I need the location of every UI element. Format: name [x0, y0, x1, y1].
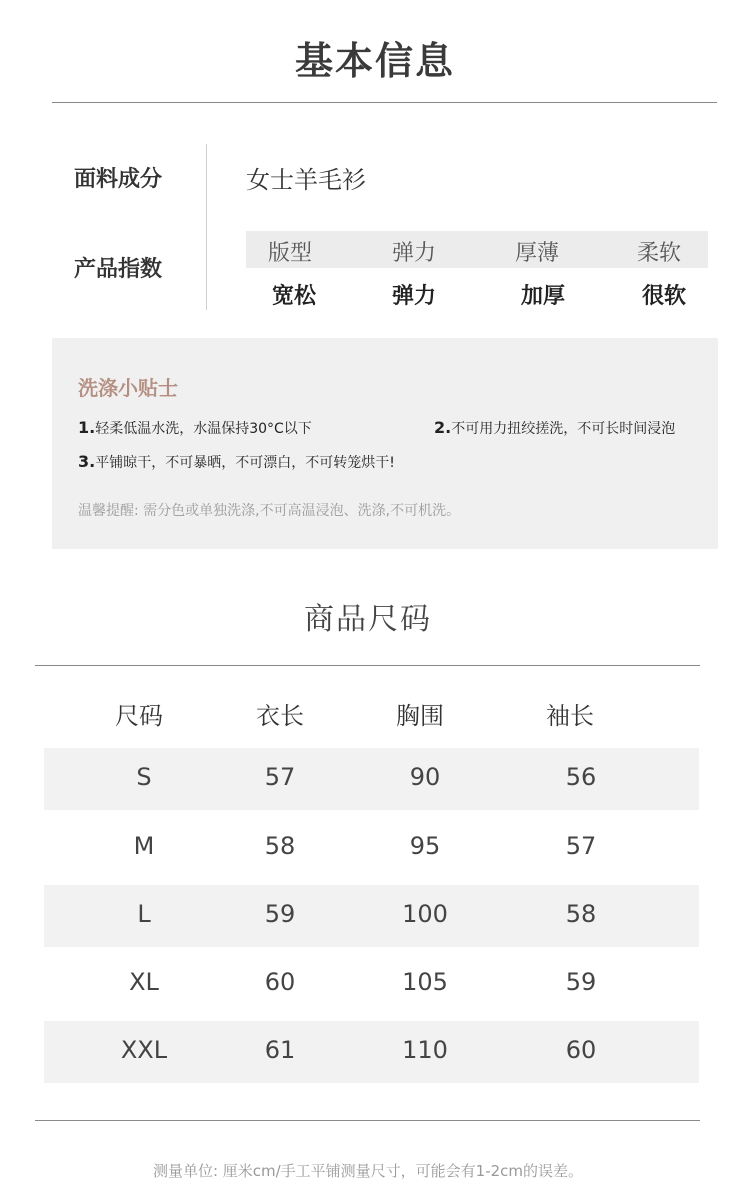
- index-header-softness: 柔软: [636, 241, 681, 266]
- sleeve-cell: 60: [565, 1036, 597, 1064]
- chest-cell: 100: [402, 900, 448, 928]
- measurement-footnote: 测量单位: 厘米cm/手工平铺测量尺寸，可能会有1-2cm的误差。: [152, 1162, 584, 1180]
- length-cell: 57: [264, 763, 296, 791]
- table-row: [44, 748, 699, 810]
- length-cell: 59: [264, 900, 296, 928]
- size-chart-top-divider: [35, 665, 700, 666]
- size-cell: L: [137, 900, 151, 928]
- table-row: [44, 1021, 699, 1083]
- care-tip-1-number: 1.: [78, 418, 96, 437]
- care-tip-3: [78, 452, 395, 472]
- size-cell: XL: [129, 968, 159, 996]
- care-tip-2-text: 不可用力扭绞搓洗，不可长时间浸泡: [451, 421, 676, 437]
- sleeve-cell: 57: [565, 832, 597, 860]
- care-tip-1-text: 轻柔低温水洗，水温保持30°C以下: [95, 421, 312, 437]
- fabric-value: 女士羊毛衫: [246, 166, 366, 194]
- sleeve-cell: 59: [565, 968, 597, 996]
- title-divider: [52, 102, 717, 103]
- size-header-size: 尺码: [115, 702, 163, 730]
- size-cell: XXL: [120, 1036, 168, 1064]
- sleeve-cell: 56: [565, 763, 597, 791]
- info-vertical-divider: [206, 144, 207, 310]
- chest-cell: 95: [409, 832, 441, 860]
- chest-cell: 105: [402, 968, 448, 996]
- size-header-chest: 胸围: [396, 702, 444, 730]
- length-cell: 61: [264, 1036, 296, 1064]
- table-row: [44, 953, 699, 1015]
- index-value-fit: 宽松: [271, 284, 316, 309]
- chest-cell: 90: [409, 763, 441, 791]
- index-header-elasticity: 弹力: [391, 241, 436, 266]
- care-tip-1: [78, 418, 312, 438]
- sleeve-cell: 58: [565, 900, 597, 928]
- chest-cell: 110: [402, 1036, 448, 1064]
- care-tip-2: [434, 418, 675, 438]
- length-cell: 58: [264, 832, 296, 860]
- care-tip-3-number: 3.: [78, 452, 96, 471]
- size-cell: M: [133, 832, 155, 860]
- index-header-fit: 版型: [267, 241, 312, 266]
- care-tip-3-text: 平铺晾干，不可暴晒，不可漂白，不可转笼烘干!: [95, 455, 395, 471]
- size-chart-bottom-divider: [35, 1120, 700, 1121]
- care-panel: [52, 338, 718, 549]
- table-row: [44, 817, 699, 879]
- index-value-softness: 很软: [641, 284, 686, 309]
- care-tip-2-number: 2.: [434, 418, 452, 437]
- care-note: 温馨提醒: 需分色或单独洗涤,不可高温浸泡、洗涤,不可机洗。: [78, 503, 461, 519]
- care-title: 洗涤小贴士: [78, 376, 178, 400]
- index-value-elasticity: 弹力: [391, 284, 436, 309]
- size-chart-title: 商品尺码: [304, 602, 432, 637]
- size-header-sleeve: 袖长: [546, 702, 594, 730]
- length-cell: 60: [264, 968, 296, 996]
- size-header-length: 衣长: [256, 702, 304, 730]
- fabric-label: 面料成分: [74, 167, 163, 192]
- size-cell: S: [136, 763, 152, 791]
- index-header-thickness: 厚薄: [514, 241, 559, 266]
- table-row: [44, 885, 699, 947]
- page-title: 基本信息: [294, 39, 455, 83]
- index-value-thickness: 加厚: [520, 284, 565, 309]
- index-label: 产品指数: [74, 257, 163, 282]
